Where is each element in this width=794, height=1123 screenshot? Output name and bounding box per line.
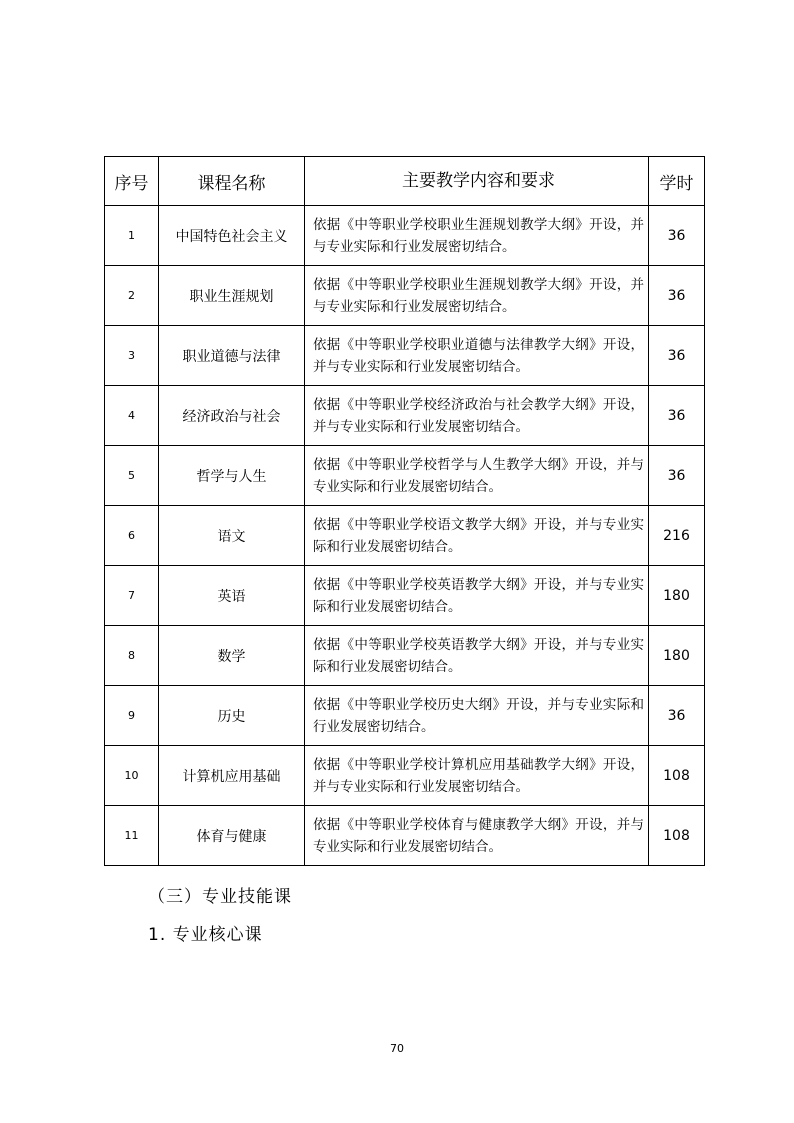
header-content: 主要教学内容和要求 (305, 157, 649, 206)
course-name: 经济政治与社会 (159, 386, 305, 446)
course-name: 中国特色社会主义 (159, 206, 305, 266)
page-number: 70 (390, 1042, 404, 1055)
course-name: 计算机应用基础 (159, 746, 305, 806)
row-number: 7 (105, 566, 159, 626)
course-name: 历史 (159, 686, 305, 746)
header-hours: 学时 (649, 157, 705, 206)
course-hours: 180 (649, 566, 705, 626)
table-row (105, 566, 705, 626)
course-content: 依据《中等职业学校体育与健康教学大纲》开设，并与专业实际和行业发展密切结合。 (305, 806, 649, 866)
table-row (105, 206, 705, 266)
table-row (105, 326, 705, 386)
course-name: 哲学与人生 (159, 446, 305, 506)
course-content: 依据《中等职业学校计算机应用基础教学大纲》开设，并与专业实际和行业发展密切结合。 (305, 746, 649, 806)
course-hours: 36 (649, 386, 705, 446)
table-row (105, 266, 705, 326)
course-content: 依据《中等职业学校职业道德与法律教学大纲》开设，并与专业实际和行业发展密切结合。 (305, 326, 649, 386)
header-no: 序号 (105, 157, 159, 206)
table-row (105, 626, 705, 686)
course-name: 语文 (159, 506, 305, 566)
course-name: 体育与健康 (159, 806, 305, 866)
course-hours: 216 (649, 506, 705, 566)
table-header-row (105, 157, 705, 206)
course-hours: 36 (649, 206, 705, 266)
course-content: 依据《中等职业学校英语教学大纲》开设，并与专业实际和行业发展密切结合。 (305, 626, 649, 686)
row-number: 9 (105, 686, 159, 746)
course-hours: 36 (649, 446, 705, 506)
section-title: （三）专业技能课 (148, 887, 292, 907)
table-row (105, 506, 705, 566)
subsection-title: 1. 专业核心课 (148, 925, 263, 945)
course-name: 职业生涯规划 (159, 266, 305, 326)
course-content: 依据《中等职业学校经济政治与社会教学大纲》开设，并与专业实际和行业发展密切结合。 (305, 386, 649, 446)
course-hours: 108 (649, 806, 705, 866)
table-row (105, 446, 705, 506)
table-row (105, 746, 705, 806)
course-content: 依据《中等职业学校历史大纲》开设，并与专业实际和行业发展密切结合。 (305, 686, 649, 746)
row-number: 6 (105, 506, 159, 566)
course-hours: 36 (649, 326, 705, 386)
course-content: 依据《中等职业学校哲学与人生教学大纲》开设，并与专业实际和行业发展密切结合。 (305, 446, 649, 506)
header-name: 课程名称 (159, 157, 305, 206)
course-content: 依据《中等职业学校语文教学大纲》开设，并与专业实际和行业发展密切结合。 (305, 506, 649, 566)
course-name: 英语 (159, 566, 305, 626)
table-row (105, 386, 705, 446)
course-hours: 36 (649, 686, 705, 746)
course-content: 依据《中等职业学校职业生涯规划教学大纲》开设，并与专业实际和行业发展密切结合。 (305, 206, 649, 266)
course-table (104, 156, 705, 866)
row-number: 4 (105, 386, 159, 446)
table-row (105, 806, 705, 866)
row-number: 11 (105, 806, 159, 866)
course-name: 职业道德与法律 (159, 326, 305, 386)
table-body (105, 206, 705, 866)
row-number: 2 (105, 266, 159, 326)
course-content: 依据《中等职业学校英语教学大纲》开设，并与专业实际和行业发展密切结合。 (305, 566, 649, 626)
course-name: 数学 (159, 626, 305, 686)
table-row (105, 686, 705, 746)
row-number: 1 (105, 206, 159, 266)
course-content: 依据《中等职业学校职业生涯规划教学大纲》开设，并与专业实际和行业发展密切结合。 (305, 266, 649, 326)
row-number: 10 (105, 746, 159, 806)
row-number: 8 (105, 626, 159, 686)
course-hours: 180 (649, 626, 705, 686)
row-number: 3 (105, 326, 159, 386)
course-hours: 36 (649, 266, 705, 326)
course-hours: 108 (649, 746, 705, 806)
row-number: 5 (105, 446, 159, 506)
